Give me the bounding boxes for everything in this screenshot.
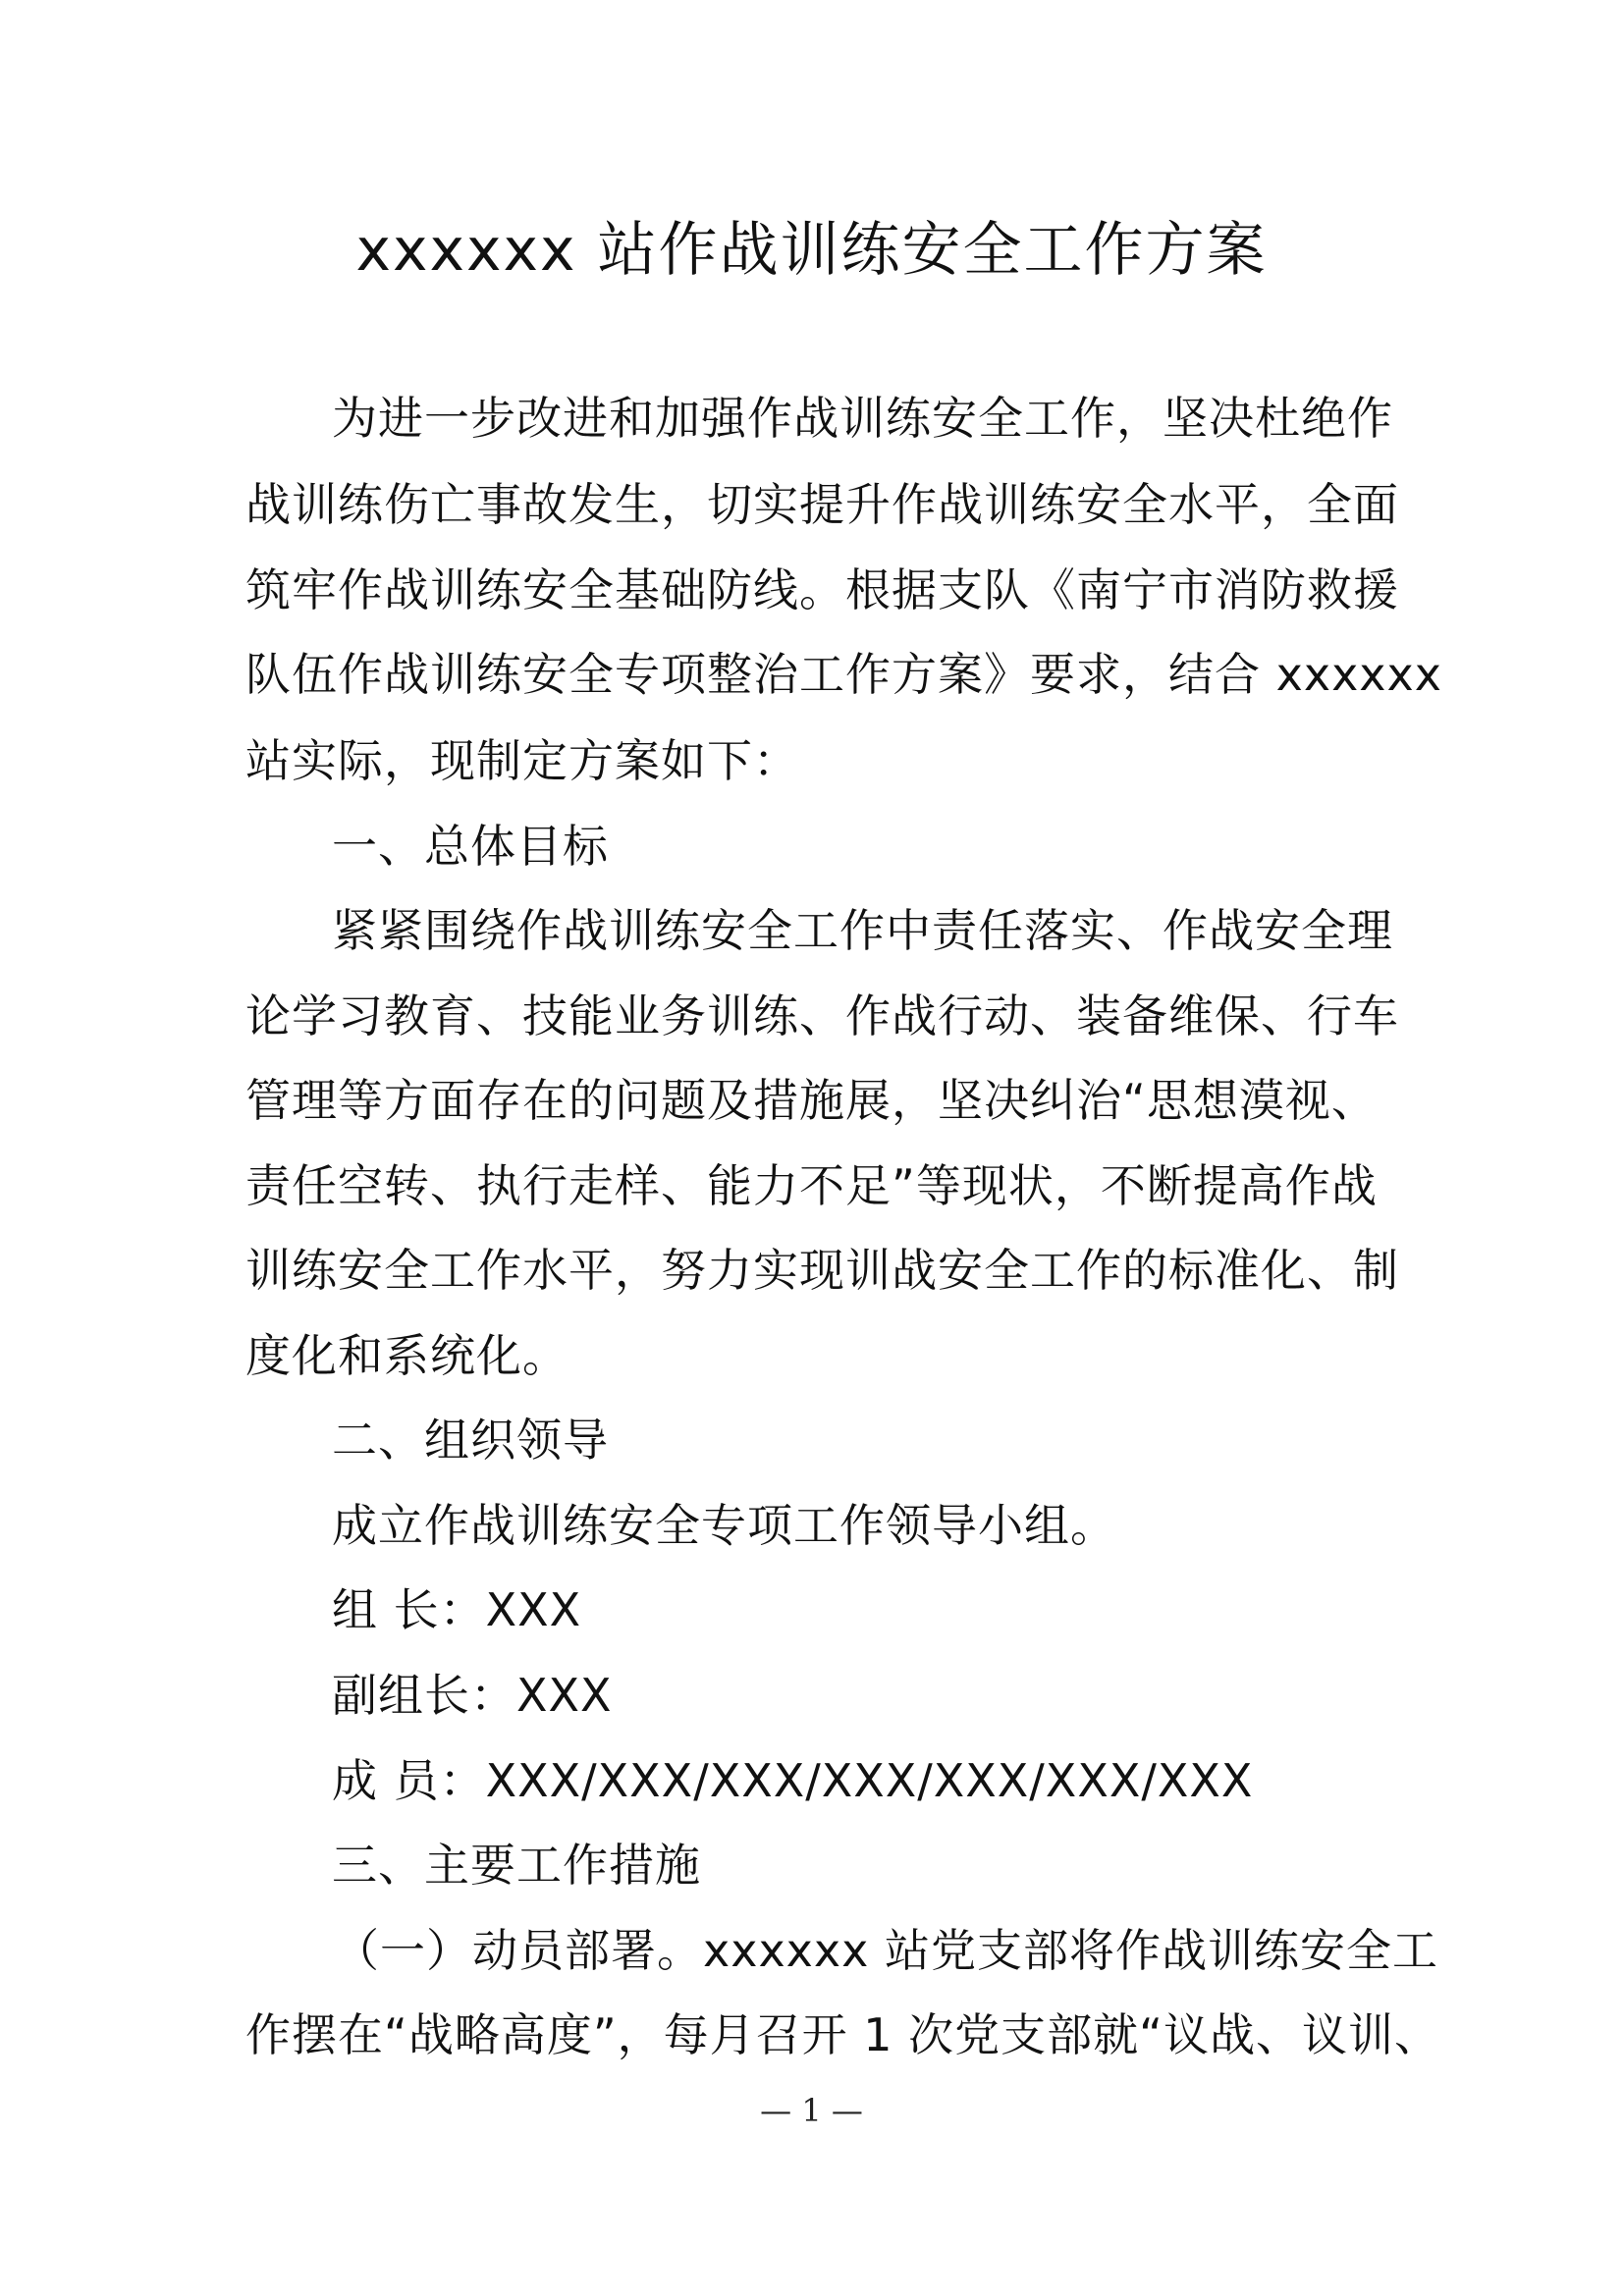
document-title: xxxxxx 站作战训练安全工作方案 [355, 216, 1268, 285]
paragraph-line: 责任空转、执行走样、能力不足”等现状，不断提高作战 [245, 1159, 1378, 1212]
paragraph-line: 队伍作战训练安全专项整治工作方案》要求，结合 xxxxxx [245, 648, 1442, 701]
paragraph-line: 管理等方面存在的问题及措施展，坚决纠治“思想漠视、 [245, 1074, 1378, 1127]
page-number: — 1 — [760, 2092, 863, 2129]
paragraph-line: 训练安全工作水平，努力实现训战安全工作的标准化、制 [245, 1244, 1399, 1297]
paragraph-line: 站实际，现制定方案如下： [245, 734, 799, 787]
section-heading: 一、总体目标 [332, 820, 609, 873]
section-heading: 三、主要工作措施 [332, 1839, 701, 1892]
members-line: 成 员：XXX/XXX/XXX/XXX/XXX/XXX/XXX [332, 1754, 1254, 1807]
paragraph-line: 论学习教育、技能业务训练、作战行动、装备维保、行车 [245, 989, 1399, 1042]
paragraph-line: 为进一步改进和加强作战训练安全工作，坚决杜绝作 [332, 392, 1393, 445]
paragraph-line: 紧紧围绕作战训练安全工作中责任落实、作战安全理 [332, 904, 1393, 957]
leader-line: 组 长：XXX [332, 1583, 582, 1636]
section-heading: 二、组织领导 [332, 1414, 609, 1467]
paragraph-line: 筑牢作战训练安全基础防线。根据支队《南宁市消防救援 [245, 563, 1399, 616]
paragraph-line: 度化和系统化。 [245, 1329, 568, 1382]
paragraph-line: 战训练伤亡事故发生，切实提升作战训练安全水平，全面 [245, 478, 1399, 531]
paragraph-line: （一）动员部署。xxxxxx 站党支部将作战训练安全工 [334, 1924, 1438, 1977]
deputy-leader-line: 副组长：XXX [332, 1669, 613, 1722]
paragraph-line: 成立作战训练安全专项工作领导小组。 [332, 1499, 1116, 1552]
paragraph-line: 作摆在“战略高度”，每月召开 1 次党支部就“议战、议训、 [245, 2008, 1441, 2061]
